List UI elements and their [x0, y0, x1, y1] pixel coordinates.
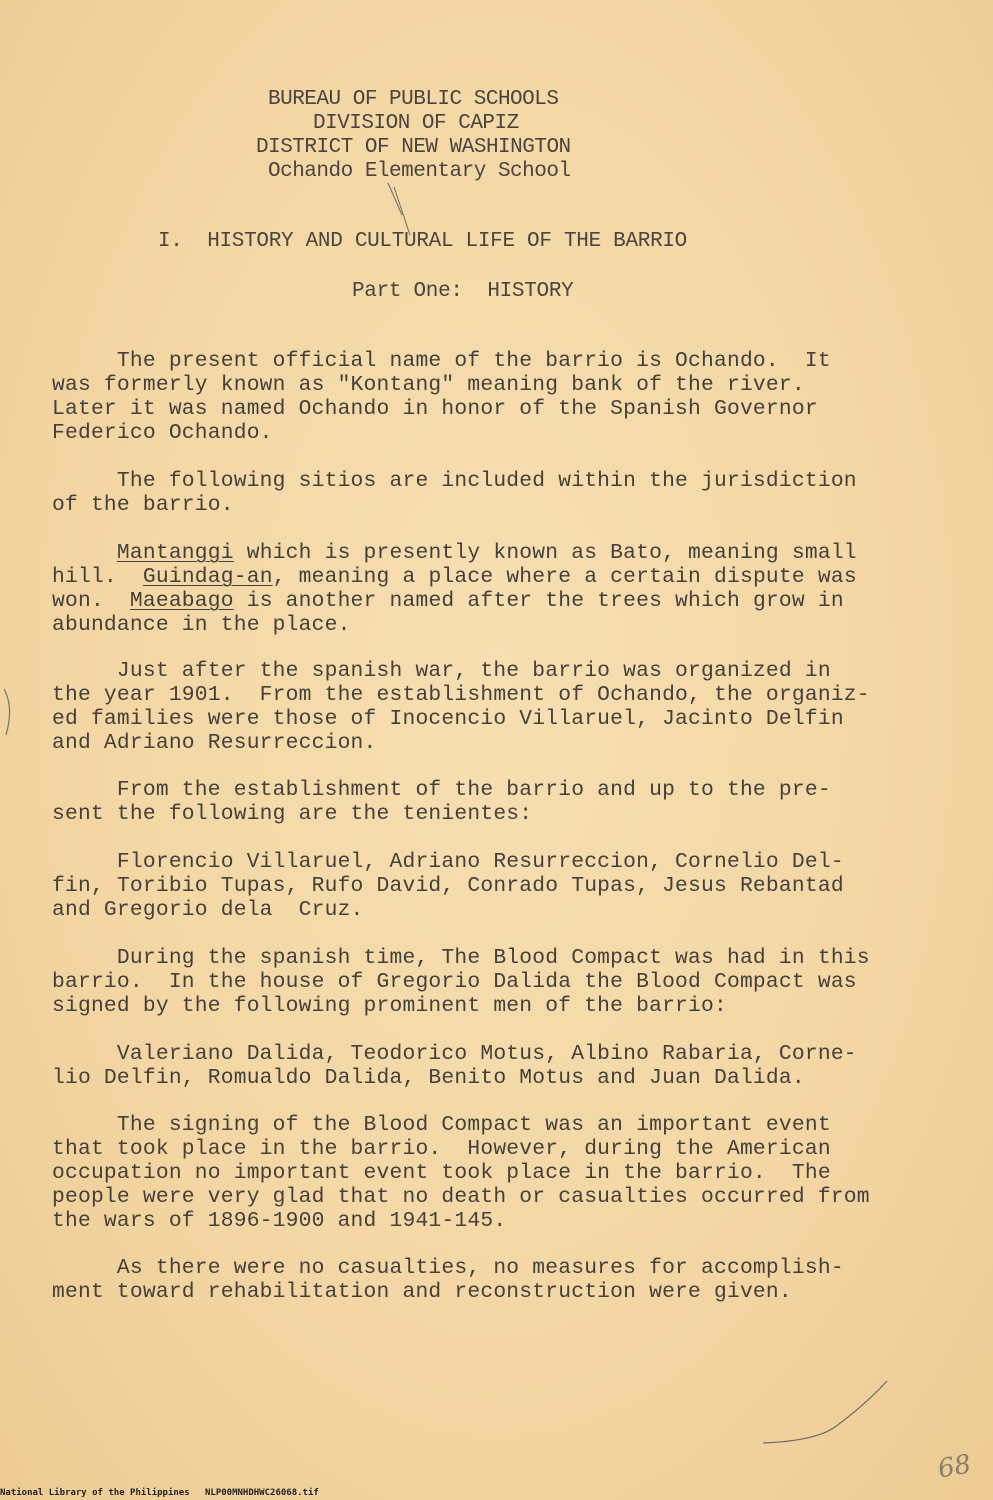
- text-line: occupation no important event took place in the barrio. The: [52, 1161, 831, 1185]
- header-bureau: BUREAU OF PUBLIC SCHOOLS: [268, 88, 559, 111]
- paragraph-events: [52, 1113, 952, 1233]
- text-line: As there were no casualties, no measures for accomplish-: [52, 1256, 844, 1280]
- paragraph-tenientes-list: [52, 850, 952, 922]
- text-line: During the spanish time, The Blood Compact was had in this: [52, 946, 870, 970]
- text-line: The following sitios are included within the jurisdiction: [52, 469, 857, 493]
- text-line: From the establishment of the barrio and up to the pre-: [52, 778, 831, 802]
- text-line: [52, 589, 952, 613]
- paragraph-sitios-intro: [52, 469, 952, 517]
- text-line: [52, 541, 952, 565]
- text-line: [52, 565, 952, 589]
- text-fragment: , meaning a place where a certain dispute was: [272, 565, 857, 589]
- section-title: I. HISTORY AND CULTURAL LIFE OF THE BARRIO: [158, 230, 687, 253]
- text-line: and Adriano Resurreccion.: [52, 731, 377, 755]
- text-line: the year 1901. From the establishment of Ochando, the organiz-: [52, 683, 870, 707]
- paragraph-tenientes-intro: [52, 778, 952, 826]
- text-line: and Gregorio dela Cruz.: [52, 898, 364, 922]
- text-line: Later it was named Ochando in honor of the Spanish Governor: [52, 397, 818, 421]
- text-fragment: is another named after the trees which grow in: [233, 589, 844, 613]
- text-line: barrio. In the house of Gregorio Dalida the Blood Compact was: [52, 970, 857, 994]
- margin-bracket-mark: [0, 685, 20, 745]
- sitio-name: Maeabago: [129, 589, 234, 613]
- text-line: ed families were those of Inocencio Villaruel, Jacinto Delfin: [52, 707, 844, 731]
- text-line: fin, Toribio Tupas, Rufo David, Conrado Tupas, Jesus Rebantad: [52, 874, 844, 898]
- text-line: abundance in the place.: [52, 613, 351, 637]
- paragraph-official-name: [52, 349, 952, 445]
- text-fragment: which is presently known as Bato, meaning small: [233, 541, 857, 565]
- footer-filename: NLP00MNHDHWC26068.tif: [205, 1488, 319, 1498]
- sitio-name: Guindag-an: [142, 565, 273, 589]
- text-line: Florencio Villaruel, Adriano Resurreccion, Cornelio Del-: [52, 850, 844, 874]
- text-line: Just after the spanish war, the barrio was organized in: [52, 659, 831, 683]
- paragraph-rehabilitation: [52, 1256, 952, 1304]
- paragraph-sitios-list: [52, 541, 952, 637]
- footer-library: National Library of the Philippines: [0, 1488, 190, 1498]
- header-division: DIVISION OF CAPIZ: [313, 112, 519, 135]
- header-district: DISTRICT OF NEW WASHINGTON: [256, 136, 571, 159]
- text-fragment: hill.: [52, 565, 143, 589]
- text-line: lio Delfin, Romualdo Dalida, Benito Motus and Juan Dalida.: [52, 1066, 805, 1090]
- header-school: Ochando Elementary School: [268, 160, 571, 183]
- text-line: Federico Ochando.: [52, 421, 273, 445]
- indent: [52, 541, 117, 565]
- text-line: was formerly known as "Kontang" meaning bank of the river.: [52, 373, 805, 397]
- page-number-mark: 68: [935, 1449, 974, 1485]
- text-line: Valeriano Dalida, Teodorico Motus, Albino Rabaria, Corne-: [52, 1042, 857, 1066]
- sitio-name: Mantanggi: [116, 541, 234, 565]
- text-line: sent the following are the tenientes:: [52, 802, 533, 826]
- part-title: Part One: HISTORY: [352, 280, 574, 303]
- text-fragment: won.: [52, 589, 130, 613]
- text-line: the wars of 1896-1900 and 1941-145.: [52, 1209, 507, 1233]
- text-line: The signing of the Blood Compact was an important event: [52, 1113, 831, 1137]
- text-line: ment toward rehabilitation and reconstruction were given.: [52, 1280, 792, 1304]
- text-line: people were very glad that no death or casualties occurred from: [52, 1185, 870, 1209]
- text-line: of the barrio.: [52, 493, 234, 517]
- text-line: signed by the following prominent men of the barrio:: [52, 994, 727, 1018]
- pencil-signature-stroke: [755, 1375, 895, 1455]
- paragraph-signatories: [52, 1042, 952, 1090]
- text-line: The present official name of the barrio is Ochando. It: [52, 349, 831, 373]
- text-line: that took place in the barrio. However, during the American: [52, 1137, 831, 1161]
- paragraph-blood-compact: [52, 946, 952, 1018]
- paragraph-organization: [52, 659, 952, 755]
